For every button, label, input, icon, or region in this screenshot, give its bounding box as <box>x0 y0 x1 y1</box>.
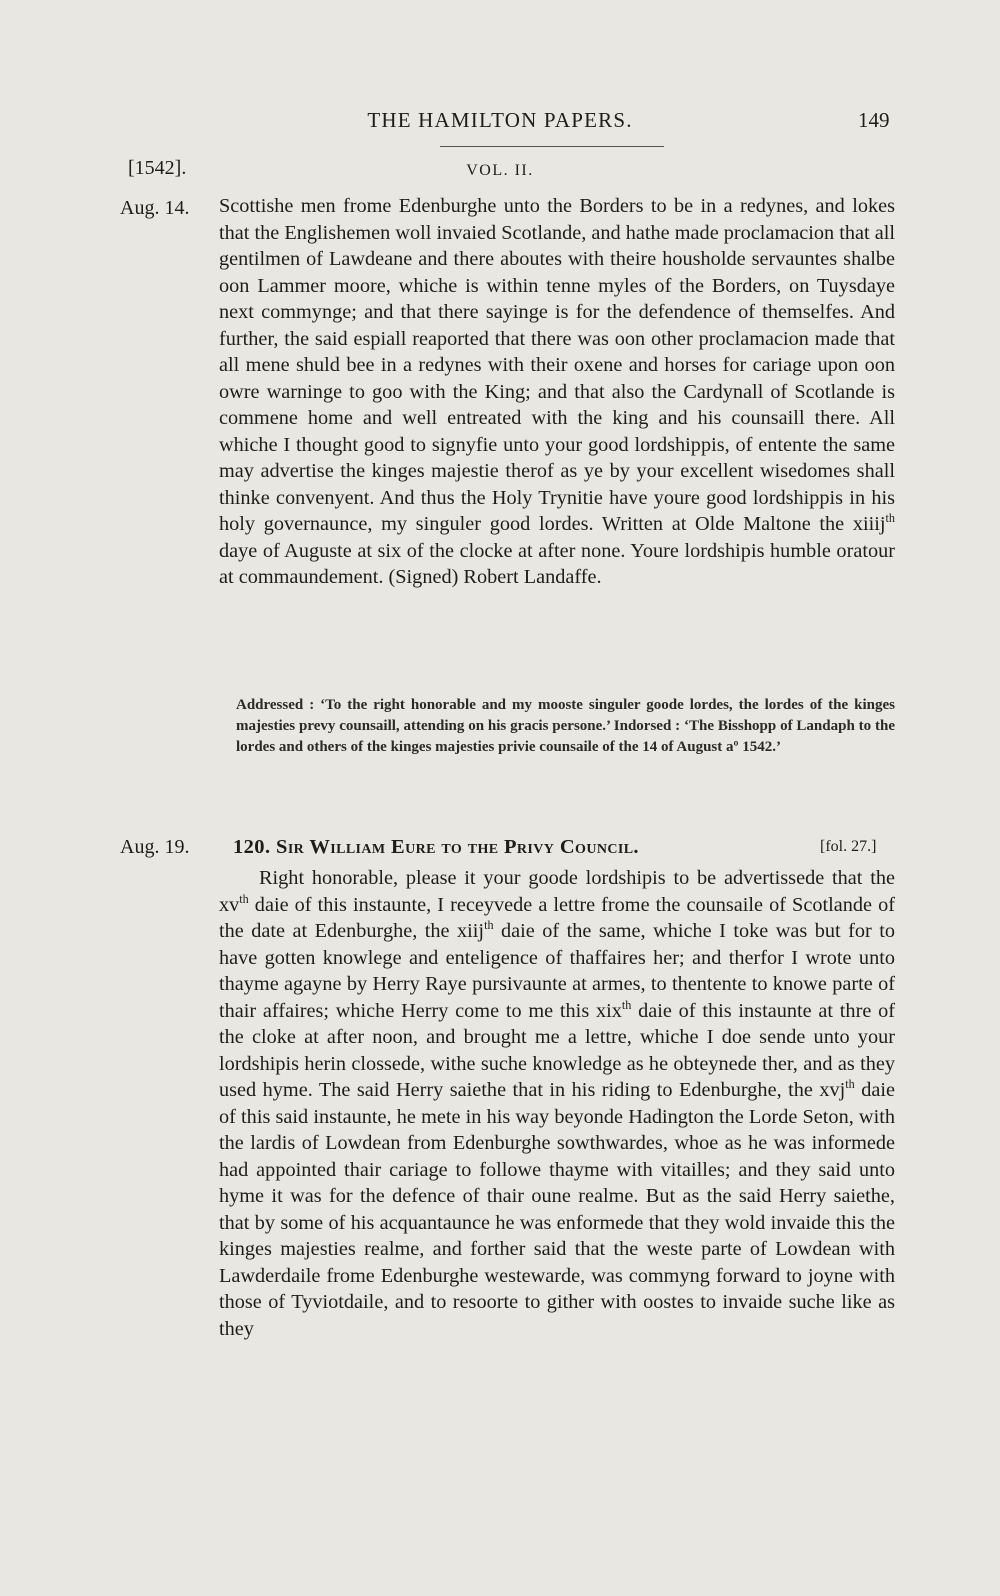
volume-label: VOL. II. <box>466 162 534 179</box>
entry-heading <box>233 836 639 859</box>
year-marker: [1542]. <box>128 157 187 179</box>
entry-title: Sir William Eure to the Privy Council. <box>276 836 639 858</box>
letter-text: daie of this instaunte at thre of the cloke at after noon, and brought me a lettre, whiche I doe sende unto your lordshipis herin clossede, withe suche knowledge as he obteynede ther, and as they used hyme. The said Herry saiethe that in his riding to Edenburghe, the xvj <box>219 999 895 1101</box>
letter-text: daie of this said instaunte, he mete in his way beyonde Hadington the Lorde Seton, with the lardis of Lowdean from Edenburghe sowthwardes, whoe as he was informede had appointed thair cariage to followe thayme with vitailles; and they said unto hyme it was for the defence of thair oune realme. But as the said Herry saiethe, that by some of his acquantaunce he was enformede that they wold invaide this the kinges majesties realme, and forther said that the weste parte of Lowdean with Lawderdaile frome Edenburghe westewarde, was commyng forward to joyne with those of Tyviotdaile, and to resoorte to gither with oostes to invaide suche like as they <box>219 1079 895 1340</box>
entry-number: 120. <box>233 836 271 858</box>
ordinal-suffix: th <box>484 918 494 933</box>
margin-date: Aug. 14. <box>120 197 190 219</box>
ordinal-suffix: th <box>621 997 632 1012</box>
letter-body <box>219 865 895 1342</box>
letter-text: Scottishe men frome Edenburghe unto the Borders to be in a redynes, and lokes that the Englishemen woll invaied Scotlande, and hathe made proclamacion that all gentilmen of Lawdeane and there aboutes with theire housholde servauntes shalbe oon Lammer moore, whiche is within tenne myles of the Borders, on Tuysdaye next commynge; and that there sayinge is for the defendence of themselfes. And further, the said espiall reaported that there was oon other proclamacion made that all mene shuld bee in a redynes with their oxene and horses for cariage upon oon owre warninge to goo with the King; and that also the Cardynall of Scotlande is commene home and well entreated with the king and his counsaill there. All whiche I thought good to signyfie unto your good lordshippis, of entente the same may advertise the kinges majestie therof as ye by your excellent wisedomes shall thinke convenyent. And thus the Holy Trynitie have youre good lordshippis in his holy governaunce, my singuler good lordes. Written at Olde Maltone the xiiij <box>219 195 895 535</box>
letter-text: daie of this instaunte, I receyvede a lettre frome the counsaile of Scotlande of the date at Edenburghe, the xiij <box>219 893 895 942</box>
letter-text: Right honorable, please it your goode lordshipis to be advertissede that the xv <box>219 867 895 916</box>
ordinal-suffix: th <box>845 1077 855 1092</box>
margin-date: Aug. 19. <box>120 836 190 858</box>
letter-body <box>219 193 895 591</box>
page-number: 149 <box>858 108 890 132</box>
letter-text: daye of Auguste at six of the clocke at after none. Youre lordshipis humble oratour at commaundement. (Signed) Robert Landaffe. <box>219 539 895 588</box>
running-title: THE HAMILTON PAPERS. <box>367 108 633 132</box>
address-note: Addressed : ‘To the right honorable and my mooste singuler goode lordes, the lordes of the kinges majesties prevy counsaill, attending on his gracis persone.’ Indorsed : ‘The Bisshopp of Landaph to the lordes and others of the kinges majesties privie counsaile of the 14 of August aº 1542.’ <box>236 697 895 755</box>
ordinal-suffix: th <box>239 891 249 906</box>
folio-reference: [fol. 27.] <box>820 838 877 855</box>
header-rule <box>440 146 664 147</box>
ordinal-suffix: th <box>885 511 895 526</box>
letter-text: daie of the same, whiche I toke was but for to have gotten knowlege and enteligence of thaffaires her; and therfor I wrote unto thayme agayne by Herry Raye pursivaunte at armes, to thentente to knowe parte of thair affaires; whiche Herry come to me this xix <box>219 920 895 1022</box>
